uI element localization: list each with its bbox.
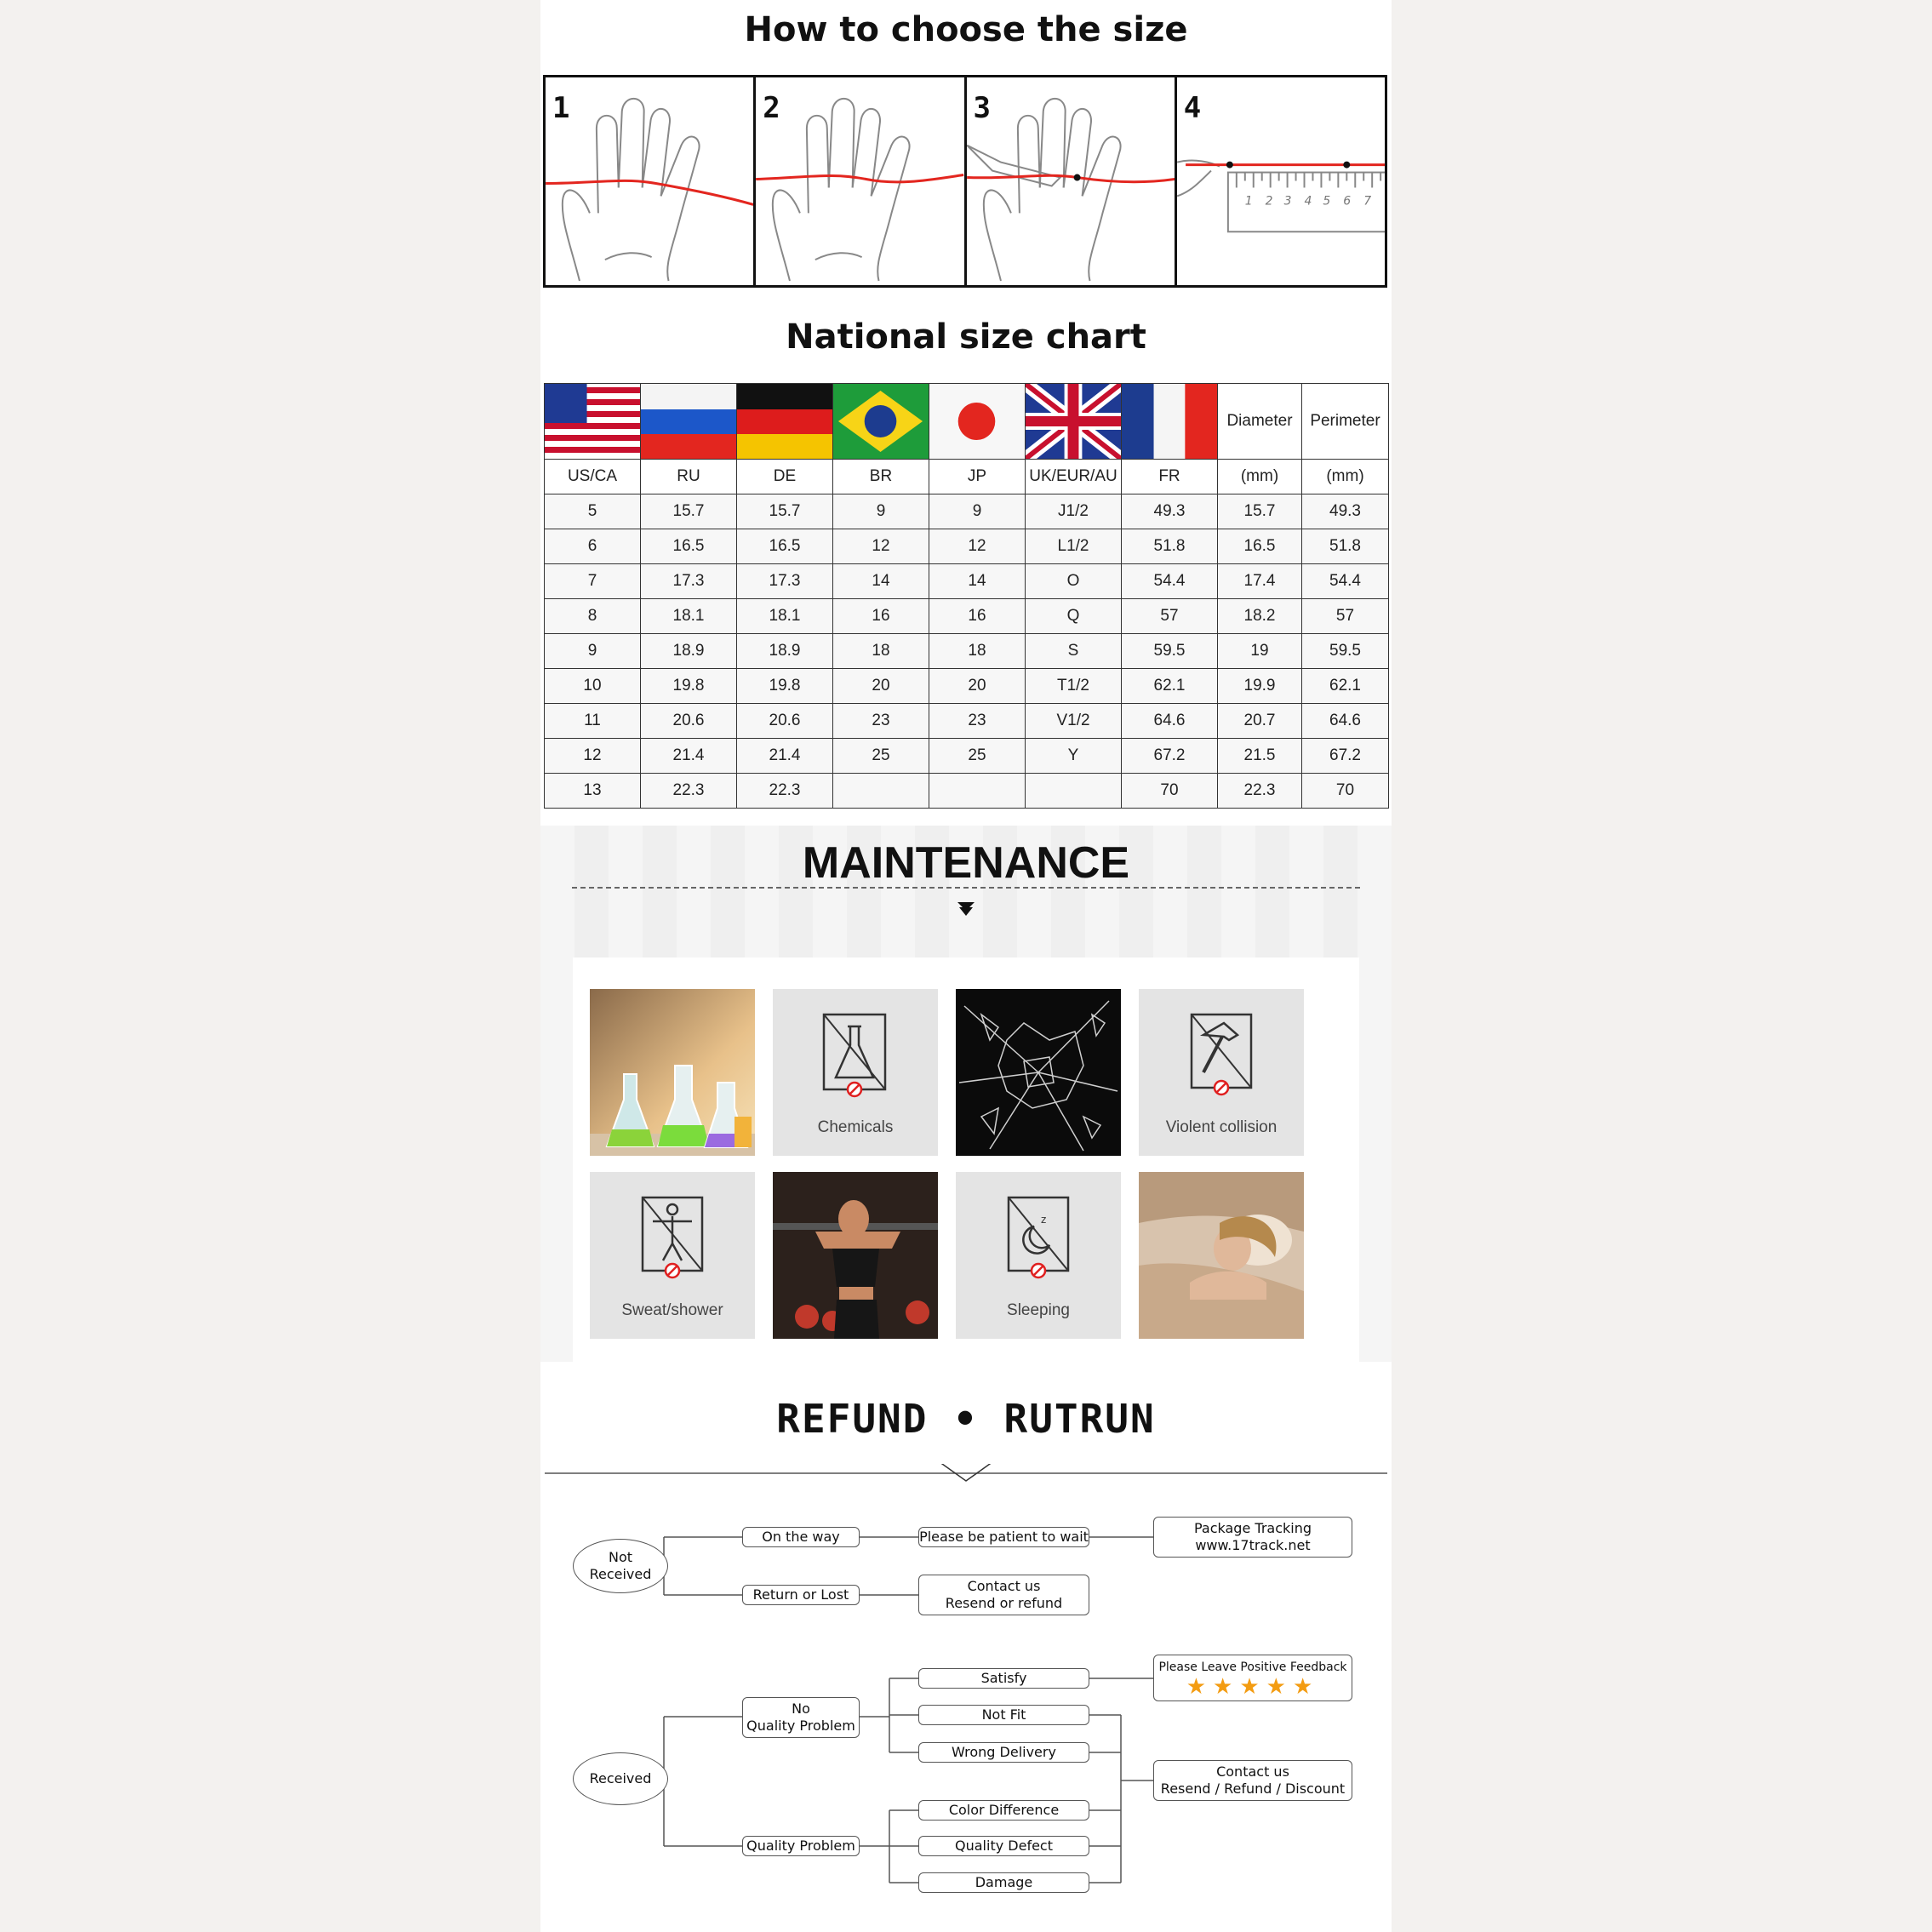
ruler-mark: 7 — [1363, 194, 1371, 209]
refund-title: REFUND • RUTRUN — [776, 1396, 1156, 1442]
column-header: US/CA — [545, 460, 641, 494]
table-cell: 23 — [833, 704, 929, 739]
not-fit-node: Not Fit — [918, 1705, 1089, 1725]
table-cell: 20.7 — [1218, 704, 1302, 739]
table-cell: 49.3 — [1122, 494, 1218, 529]
column-header: UK/EUR/AU — [1026, 460, 1122, 494]
table-cell: 57 — [1122, 599, 1218, 634]
table-cell: 17.3 — [737, 564, 833, 599]
table-cell: J1/2 — [1026, 494, 1122, 529]
ruler-mark: 2 — [1265, 194, 1273, 209]
table-cell: 21.4 — [737, 739, 833, 774]
table-cell: 16.5 — [1218, 529, 1302, 564]
rating-stars-icon: ★★★★★ — [1186, 1673, 1320, 1700]
table-cell: 20 — [929, 669, 1026, 704]
germany-flag-icon — [737, 384, 832, 459]
us-flag-cell — [545, 384, 641, 460]
table-cell: 6 — [545, 529, 641, 564]
table-row — [545, 669, 1389, 704]
shattered-glass-photo — [956, 989, 1121, 1156]
table-cell: 64.6 — [1122, 704, 1218, 739]
quality-problem-node: Quality Problem — [742, 1836, 860, 1856]
table-cell: 20.6 — [641, 704, 737, 739]
workout-image — [773, 1172, 938, 1339]
table-cell: 12 — [833, 529, 929, 564]
chevron-down-icon — [956, 900, 976, 917]
please-wait-node: Please be patient to wait — [918, 1527, 1089, 1547]
sleeping-woman-image — [1139, 1172, 1304, 1339]
table-cell: 17.4 — [1218, 564, 1302, 599]
ruler-mark: 6 — [1343, 194, 1351, 209]
damage-node: Damage — [918, 1872, 1089, 1893]
table-cell: V1/2 — [1026, 704, 1122, 739]
column-header: (mm) — [1218, 460, 1302, 494]
tile-label: Violent collision — [1165, 1118, 1278, 1136]
table-cell: L1/2 — [1026, 529, 1122, 564]
table-cell: 13 — [545, 774, 641, 809]
table-cell: 20.6 — [737, 704, 833, 739]
table-cell: 62.1 — [1302, 669, 1389, 704]
table-cell: 70 — [1302, 774, 1389, 809]
package-tracking-node: Package Tracking www.17track.net — [1153, 1517, 1352, 1558]
maintenance-divider — [572, 887, 1360, 889]
us-flag-icon — [545, 384, 640, 459]
table-cell: 9 — [929, 494, 1026, 529]
uk-flag-icon — [1026, 384, 1121, 459]
table-cell: 59.5 — [1122, 634, 1218, 669]
column-header: JP — [929, 460, 1026, 494]
lab-flasks-image — [590, 989, 755, 1156]
step-number: 3 — [973, 91, 991, 125]
how-to-title: How to choose the size — [744, 10, 1188, 49]
svg-text:z: z — [1041, 1214, 1047, 1226]
table-cell: S — [1026, 634, 1122, 669]
sweat-shower-tile — [590, 1172, 755, 1339]
ruler-labels — [1245, 194, 1371, 208]
step-2 — [756, 77, 966, 285]
ruler-mark: 3 — [1283, 194, 1292, 209]
brazil-flag-icon — [833, 384, 929, 459]
table-cell: 14 — [929, 564, 1026, 599]
table-cell: 18.1 — [641, 599, 737, 634]
hand-measure-illustration — [546, 77, 753, 285]
table-cell: 22.3 — [1218, 774, 1302, 809]
table-cell: 23 — [929, 704, 1026, 739]
table-cell: 51.8 — [1122, 529, 1218, 564]
table-cell: 5 — [545, 494, 641, 529]
ruler-mark: 1 — [1244, 194, 1253, 209]
table-cell: 54.4 — [1122, 564, 1218, 599]
table-row — [545, 634, 1389, 669]
table-cell: 18 — [833, 634, 929, 669]
france-flag-cell — [1122, 384, 1218, 460]
on-the-way-node: On the way — [742, 1527, 860, 1547]
hand-measure-illustration — [756, 77, 963, 285]
column-header: (mm) — [1302, 460, 1389, 494]
diameter-label: Diameter — [1218, 384, 1302, 460]
table-row — [545, 704, 1389, 739]
table-cell: 54.4 — [1302, 564, 1389, 599]
table-row — [545, 739, 1389, 774]
perimeter-label: Perimeter — [1302, 384, 1389, 460]
ruler-illustration — [1177, 77, 1385, 285]
table-cell: 18.2 — [1218, 599, 1302, 634]
japan-flag-icon — [929, 384, 1025, 459]
table-cell: 25 — [929, 739, 1026, 774]
flag-row — [545, 384, 1389, 460]
product-info-page — [540, 0, 1392, 1932]
table-cell: 19.8 — [737, 669, 833, 704]
table-cell: 20 — [833, 669, 929, 704]
table-row — [545, 564, 1389, 599]
table-cell: 67.2 — [1122, 739, 1218, 774]
feedback-node — [1153, 1655, 1352, 1701]
table-cell: Y — [1026, 739, 1122, 774]
table-cell: 49.3 — [1302, 494, 1389, 529]
step-1 — [546, 77, 756, 285]
table-cell — [1026, 774, 1122, 809]
table-cell: 70 — [1122, 774, 1218, 809]
color-difference-node: Color Difference — [918, 1800, 1089, 1821]
workout-photo — [773, 1172, 938, 1339]
return-or-lost-node: Return or Lost — [742, 1585, 860, 1605]
size-chart-title: National size chart — [786, 317, 1146, 357]
table-cell: O — [1026, 564, 1122, 599]
table-cell: 62.1 — [1122, 669, 1218, 704]
ruler-mark: 5 — [1323, 194, 1331, 209]
step-number: 2 — [763, 91, 780, 125]
table-cell: 21.5 — [1218, 739, 1302, 774]
sizing-steps — [543, 75, 1387, 288]
no-quality-problem-node: No Quality Problem — [742, 1697, 860, 1738]
table-cell: 15.7 — [737, 494, 833, 529]
column-header: FR — [1122, 460, 1218, 494]
table-row — [545, 494, 1389, 529]
lab-flasks-photo — [590, 989, 755, 1156]
table-cell — [833, 774, 929, 809]
table-cell: 15.7 — [641, 494, 737, 529]
contact-discount-node: Contact us Resend / Refund / Discount — [1153, 1760, 1352, 1801]
column-header: DE — [737, 460, 833, 494]
size-chart-table — [544, 383, 1389, 809]
table-cell: 7 — [545, 564, 641, 599]
violent-collision-tile — [1139, 989, 1304, 1156]
maintenance-panel — [573, 957, 1359, 1362]
table-cell: 8 — [545, 599, 641, 634]
step-3 — [967, 77, 1177, 285]
russia-flag-icon — [641, 384, 736, 459]
table-cell: Q — [1026, 599, 1122, 634]
chemicals-tile — [773, 989, 938, 1156]
table-cell: 9 — [833, 494, 929, 529]
table-cell: 19 — [1218, 634, 1302, 669]
quality-defect-node: Quality Defect — [918, 1836, 1089, 1856]
table-cell: 18 — [929, 634, 1026, 669]
russia-flag-cell — [641, 384, 737, 460]
table-cell: 12 — [545, 739, 641, 774]
ruler-mark: 4 — [1304, 194, 1312, 209]
table-cell: 15.7 — [1218, 494, 1302, 529]
table-cell: 17.3 — [641, 564, 737, 599]
received-node: Received — [573, 1752, 668, 1805]
japan-flag-cell — [929, 384, 1026, 460]
feedback-text: Please Leave Positive Feedback — [1158, 1660, 1347, 1674]
table-cell: 51.8 — [1302, 529, 1389, 564]
tile-label: Sweat/shower — [621, 1301, 723, 1319]
table-cell: 10 — [545, 669, 641, 704]
uk-flag-cell — [1026, 384, 1122, 460]
step-number: 4 — [1183, 91, 1202, 125]
sleeping-woman-photo — [1139, 1172, 1304, 1339]
not-received-node: Not Received — [573, 1539, 668, 1593]
table-cell: 11 — [545, 704, 641, 739]
table-row — [545, 599, 1389, 634]
header-row — [545, 460, 1389, 494]
table-cell: 14 — [833, 564, 929, 599]
table-cell — [929, 774, 1026, 809]
table-cell: 18.1 — [737, 599, 833, 634]
table-cell: 16 — [929, 599, 1026, 634]
contact-resend-node: Contact us Resend or refund — [918, 1575, 1089, 1615]
size-rows — [545, 494, 1389, 809]
table-cell: 9 — [545, 634, 641, 669]
table-cell: 64.6 — [1302, 704, 1389, 739]
brazil-flag-cell — [833, 384, 929, 460]
maintenance-title: MAINTENANCE — [802, 838, 1130, 888]
table-cell: 67.2 — [1302, 739, 1389, 774]
table-row — [545, 529, 1389, 564]
table-cell: 19.9 — [1218, 669, 1302, 704]
table-cell: 25 — [833, 739, 929, 774]
step-number: 1 — [552, 91, 570, 125]
france-flag-icon — [1122, 384, 1217, 459]
germany-flag-cell — [737, 384, 833, 460]
shattered-glass-image — [956, 989, 1121, 1156]
table-cell: 18.9 — [641, 634, 737, 669]
table-cell: 16.5 — [737, 529, 833, 564]
table-cell: 18.9 — [737, 634, 833, 669]
table-cell: 22.3 — [737, 774, 833, 809]
table-cell: 12 — [929, 529, 1026, 564]
table-cell: 57 — [1302, 599, 1389, 634]
table-cell: 21.4 — [641, 739, 737, 774]
table-cell: 16 — [833, 599, 929, 634]
hand-mark-pen-illustration — [967, 77, 1175, 285]
tile-label: Sleeping — [1007, 1301, 1070, 1319]
table-cell: 19.8 — [641, 669, 737, 704]
table-cell: T1/2 — [1026, 669, 1122, 704]
table-row — [545, 774, 1389, 809]
column-header: BR — [833, 460, 929, 494]
column-header: RU — [641, 460, 737, 494]
sleeping-tile — [956, 1172, 1121, 1339]
satisfy-node: Satisfy — [918, 1668, 1089, 1689]
wrong-delivery-node: Wrong Delivery — [918, 1742, 1089, 1763]
table-cell: 59.5 — [1302, 634, 1389, 669]
step-4 — [1177, 77, 1385, 285]
table-cell: 22.3 — [641, 774, 737, 809]
tile-label: Chemicals — [817, 1118, 894, 1136]
table-cell: 16.5 — [641, 529, 737, 564]
